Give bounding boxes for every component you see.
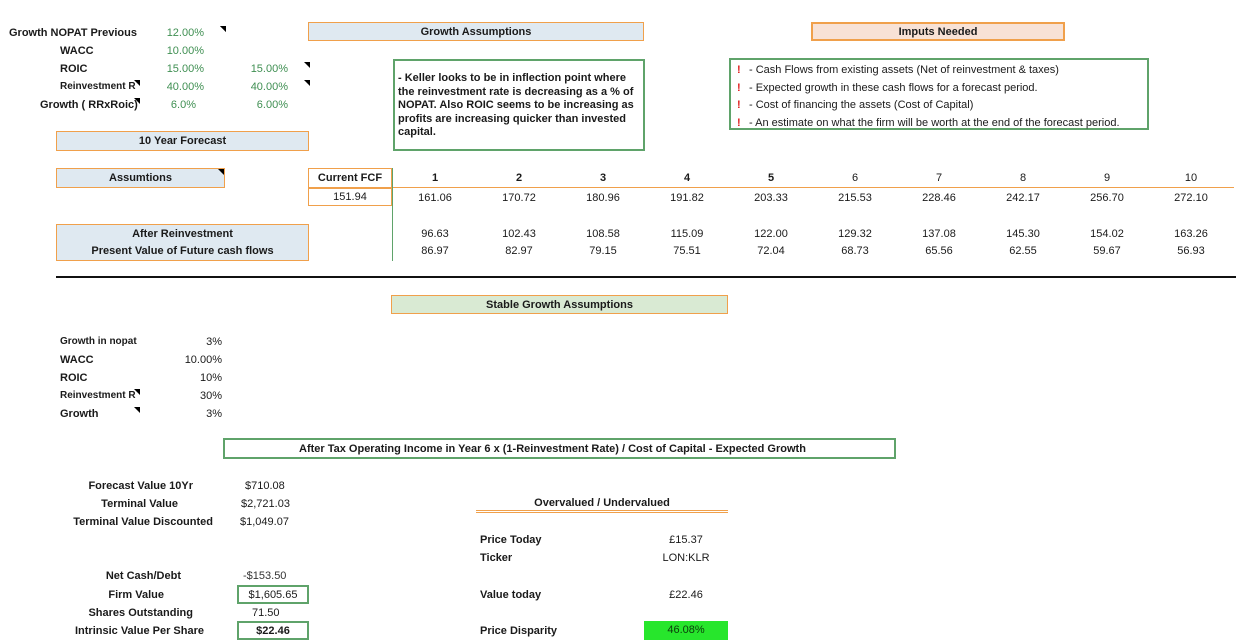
forecast-value[interactable]: $710.08 [245, 480, 285, 492]
roic-value[interactable]: 15.00% [166, 63, 204, 75]
intrinsic-value: $22.46 [256, 625, 290, 637]
assumptions-label: Assumtions [109, 172, 172, 184]
current-fcf-label: Current FCF [317, 172, 383, 184]
fcf-cell-10[interactable]: 272.10 [1174, 192, 1208, 204]
terminal-value[interactable]: $2,721.03 [241, 498, 290, 510]
wacc-value[interactable]: 10.00% [166, 45, 204, 57]
stable-reinvestment-label: Reinvestment R [60, 389, 140, 403]
growth-note-box [393, 59, 645, 151]
pv-cell-6[interactable]: 68.73 [841, 245, 869, 257]
forecast-value-label: Forecast Value 10Yr [88, 480, 193, 492]
stable-roic-value[interactable]: 10% [199, 372, 222, 384]
inputs-needed-header [811, 22, 1065, 41]
warning-mark-1: ! [737, 64, 741, 76]
warning-mark-2: ! [737, 82, 741, 94]
pv-cell-8[interactable]: 62.55 [1009, 245, 1037, 257]
terminal-value-discounted-label: Terminal Value Discounted [73, 516, 213, 528]
pv-cell-1[interactable]: 86.97 [421, 245, 449, 257]
price-today-label: Price Today [480, 534, 542, 546]
stable-growth-header [391, 295, 728, 314]
inputs-needed-box [729, 58, 1149, 130]
firm-value: $1,605.65 [248, 589, 298, 601]
growth-nopat-previous-value[interactable]: 12.00% [150, 26, 226, 40]
wacc-label: WACC [60, 45, 94, 57]
year-header-7: 7 [935, 172, 943, 184]
price-today-value[interactable]: £15.37 [669, 534, 703, 546]
pv-cell-2[interactable]: 82.97 [505, 245, 533, 257]
reinvestment-rate-value-2[interactable]: 40.00% [236, 80, 310, 94]
growth-note-text: - Keller looks to be in inflection point where the reinvestment rate is decreasing as a % of NOPAT. Also ROIC seems to be increasing as profits are increasing quicker than invested capital. [398, 72, 634, 138]
overvalued-label: Overvalued / Undervalued [534, 497, 670, 509]
price-disparity-cell[interactable] [644, 621, 728, 640]
fcf-cell-9[interactable]: 256.70 [1090, 192, 1124, 204]
reinvestment-rate-label: Reinvestment R [60, 80, 140, 94]
pv-cell-5[interactable]: 72.04 [757, 245, 785, 257]
stable-growth-row-label: Growth [60, 407, 140, 421]
ticker-value[interactable]: LON:KLR [662, 552, 710, 564]
roic-label: ROIC [60, 63, 88, 75]
reinvestment-rate-value[interactable]: 40.00% [166, 81, 204, 93]
year-header-1: 1 [431, 172, 439, 184]
warning-mark-3: ! [737, 99, 741, 111]
warning-mark-4: ! [737, 117, 741, 129]
year-header-4: 4 [683, 172, 691, 184]
stable-wacc-value[interactable]: 10.00% [184, 354, 222, 366]
terminal-formula-box [223, 438, 896, 459]
pv-cell-4[interactable]: 75.51 [673, 245, 701, 257]
terminal-value-discounted[interactable]: $1,049.07 [240, 516, 289, 528]
fcf-cell-4[interactable]: 191.82 [670, 192, 704, 204]
price-disparity-label: Price Disparity [480, 625, 558, 637]
after-reinvestment-cell-8[interactable]: 145.30 [1006, 228, 1040, 240]
year-header-6: 6 [851, 172, 859, 184]
fcf-cell-1[interactable]: 161.06 [418, 192, 452, 204]
ten-year-forecast-header [56, 131, 309, 151]
stable-reinvestment-value[interactable]: 30% [199, 390, 222, 402]
after-reinvestment-cell-1[interactable]: 96.63 [421, 228, 449, 240]
growth-in-nopat-value[interactable]: 3% [206, 336, 222, 348]
current-fcf-header [308, 168, 392, 188]
year-header-2: 2 [515, 172, 523, 184]
after-reinvestment-cell-4[interactable]: 115.09 [670, 228, 704, 240]
after-reinvestment-cell-7[interactable]: 137.08 [922, 228, 956, 240]
fcf-cell-2[interactable]: 170.72 [502, 192, 536, 204]
year-header-5: 5 [767, 172, 775, 184]
pv-cell-10[interactable]: 56.93 [1177, 245, 1205, 257]
value-today-label: Value today [480, 589, 542, 601]
stable-growth-row-value[interactable]: 3% [206, 408, 222, 420]
current-fcf-cell[interactable] [308, 188, 392, 206]
comment-marker [212, 26, 226, 36]
terminal-formula-text: After Tax Operating Income in Year 6 x (1-Reinvestment Rate) / Cost of Capital - Expected Growth [299, 443, 806, 455]
growth-assumptions-header [308, 22, 644, 41]
input-item-4: - An estimate on what the firm will be worth at the end of the forecast period. [749, 117, 1120, 129]
after-reinvestment-cell-5[interactable]: 122.00 [754, 228, 788, 240]
growth-nopat-previous-label: Growth NOPAT Previous [9, 27, 137, 39]
input-item-1: - Cash Flows from existing assets (Net of reinvestment & taxes) [749, 64, 1059, 76]
inputs-needed-label: Imputs Needed [898, 26, 978, 38]
after-reinvestment-cell-3[interactable]: 108.58 [586, 228, 620, 240]
pv-cell-7[interactable]: 65.56 [925, 245, 953, 257]
ten-year-forecast-label: 10 Year Forecast [138, 135, 227, 147]
shares-outstanding-label: Shares Outstanding [88, 607, 193, 619]
growth-rrxroic-label: Growth ( RRxRoic) [40, 98, 140, 112]
net-cash-debt-label: Net Cash/Debt [105, 570, 181, 582]
year-header-8: 8 [1019, 172, 1027, 184]
pv-future-label: Present Value of Future cash flows [91, 245, 274, 257]
overvalued-header [476, 494, 728, 513]
fcf-cell-8[interactable]: 242.17 [1006, 192, 1040, 204]
terminal-value-label: Terminal Value [101, 498, 178, 510]
year-header-3: 3 [599, 172, 607, 184]
fcf-cell-6[interactable]: 215.53 [838, 192, 872, 204]
assumptions-header[interactable] [56, 168, 225, 188]
after-reinvestment-cell-9[interactable]: 154.02 [1090, 228, 1124, 240]
input-item-2: - Expected growth in these cash flows for a forecast period. [749, 82, 1038, 94]
section-divider [56, 276, 1236, 278]
stable-growth-label: Stable Growth Assumptions [486, 299, 633, 311]
growth-in-nopat-label: Growth in nopat [60, 336, 137, 347]
firm-value-cell[interactable] [237, 585, 309, 604]
roic-value-2[interactable]: 15.00% [236, 62, 310, 76]
shares-outstanding-value[interactable]: 71.50 [252, 607, 280, 619]
after-reinvestment-cell-2[interactable]: 102.43 [502, 228, 536, 240]
year-header-9: 9 [1103, 172, 1111, 184]
growth-assumptions-label: Growth Assumptions [420, 26, 532, 38]
value-today-value[interactable]: £22.46 [669, 589, 703, 601]
intrinsic-value-cell[interactable] [237, 621, 309, 640]
stable-roic-label: ROIC [60, 372, 88, 384]
pv-cell-9[interactable]: 59.67 [1093, 245, 1121, 257]
after-reinvestment-header [56, 224, 309, 261]
fcf-cell-7[interactable]: 228.46 [922, 192, 956, 204]
firm-value-label: Firm Value [108, 589, 164, 601]
net-cash-debt-value[interactable]: -$153.50 [243, 570, 287, 582]
fcf-cell-5[interactable]: 203.33 [754, 192, 788, 204]
year-header-10: 10 [1184, 172, 1198, 184]
after-reinvestment-cell-10[interactable]: 163.26 [1174, 228, 1208, 240]
ticker-label: Ticker [480, 552, 513, 564]
current-fcf-value: 151.94 [333, 191, 367, 203]
after-reinvestment-label: After Reinvestment [132, 228, 233, 240]
intrinsic-value-label: Intrinsic Value Per Share [74, 625, 204, 637]
price-disparity-value: 46.08% [667, 624, 705, 636]
after-reinvestment-cell-6[interactable]: 129.32 [838, 228, 872, 240]
stable-wacc-label: WACC [60, 354, 94, 366]
pv-cell-3[interactable]: 79.15 [589, 245, 617, 257]
fcf-cell-3[interactable]: 180.96 [586, 192, 620, 204]
input-item-3: - Cost of financing the assets (Cost of Capital) [749, 99, 974, 111]
growth-rrxroic-value[interactable]: 6.0% [170, 99, 196, 111]
growth-value-2[interactable]: 6.00% [256, 99, 288, 111]
